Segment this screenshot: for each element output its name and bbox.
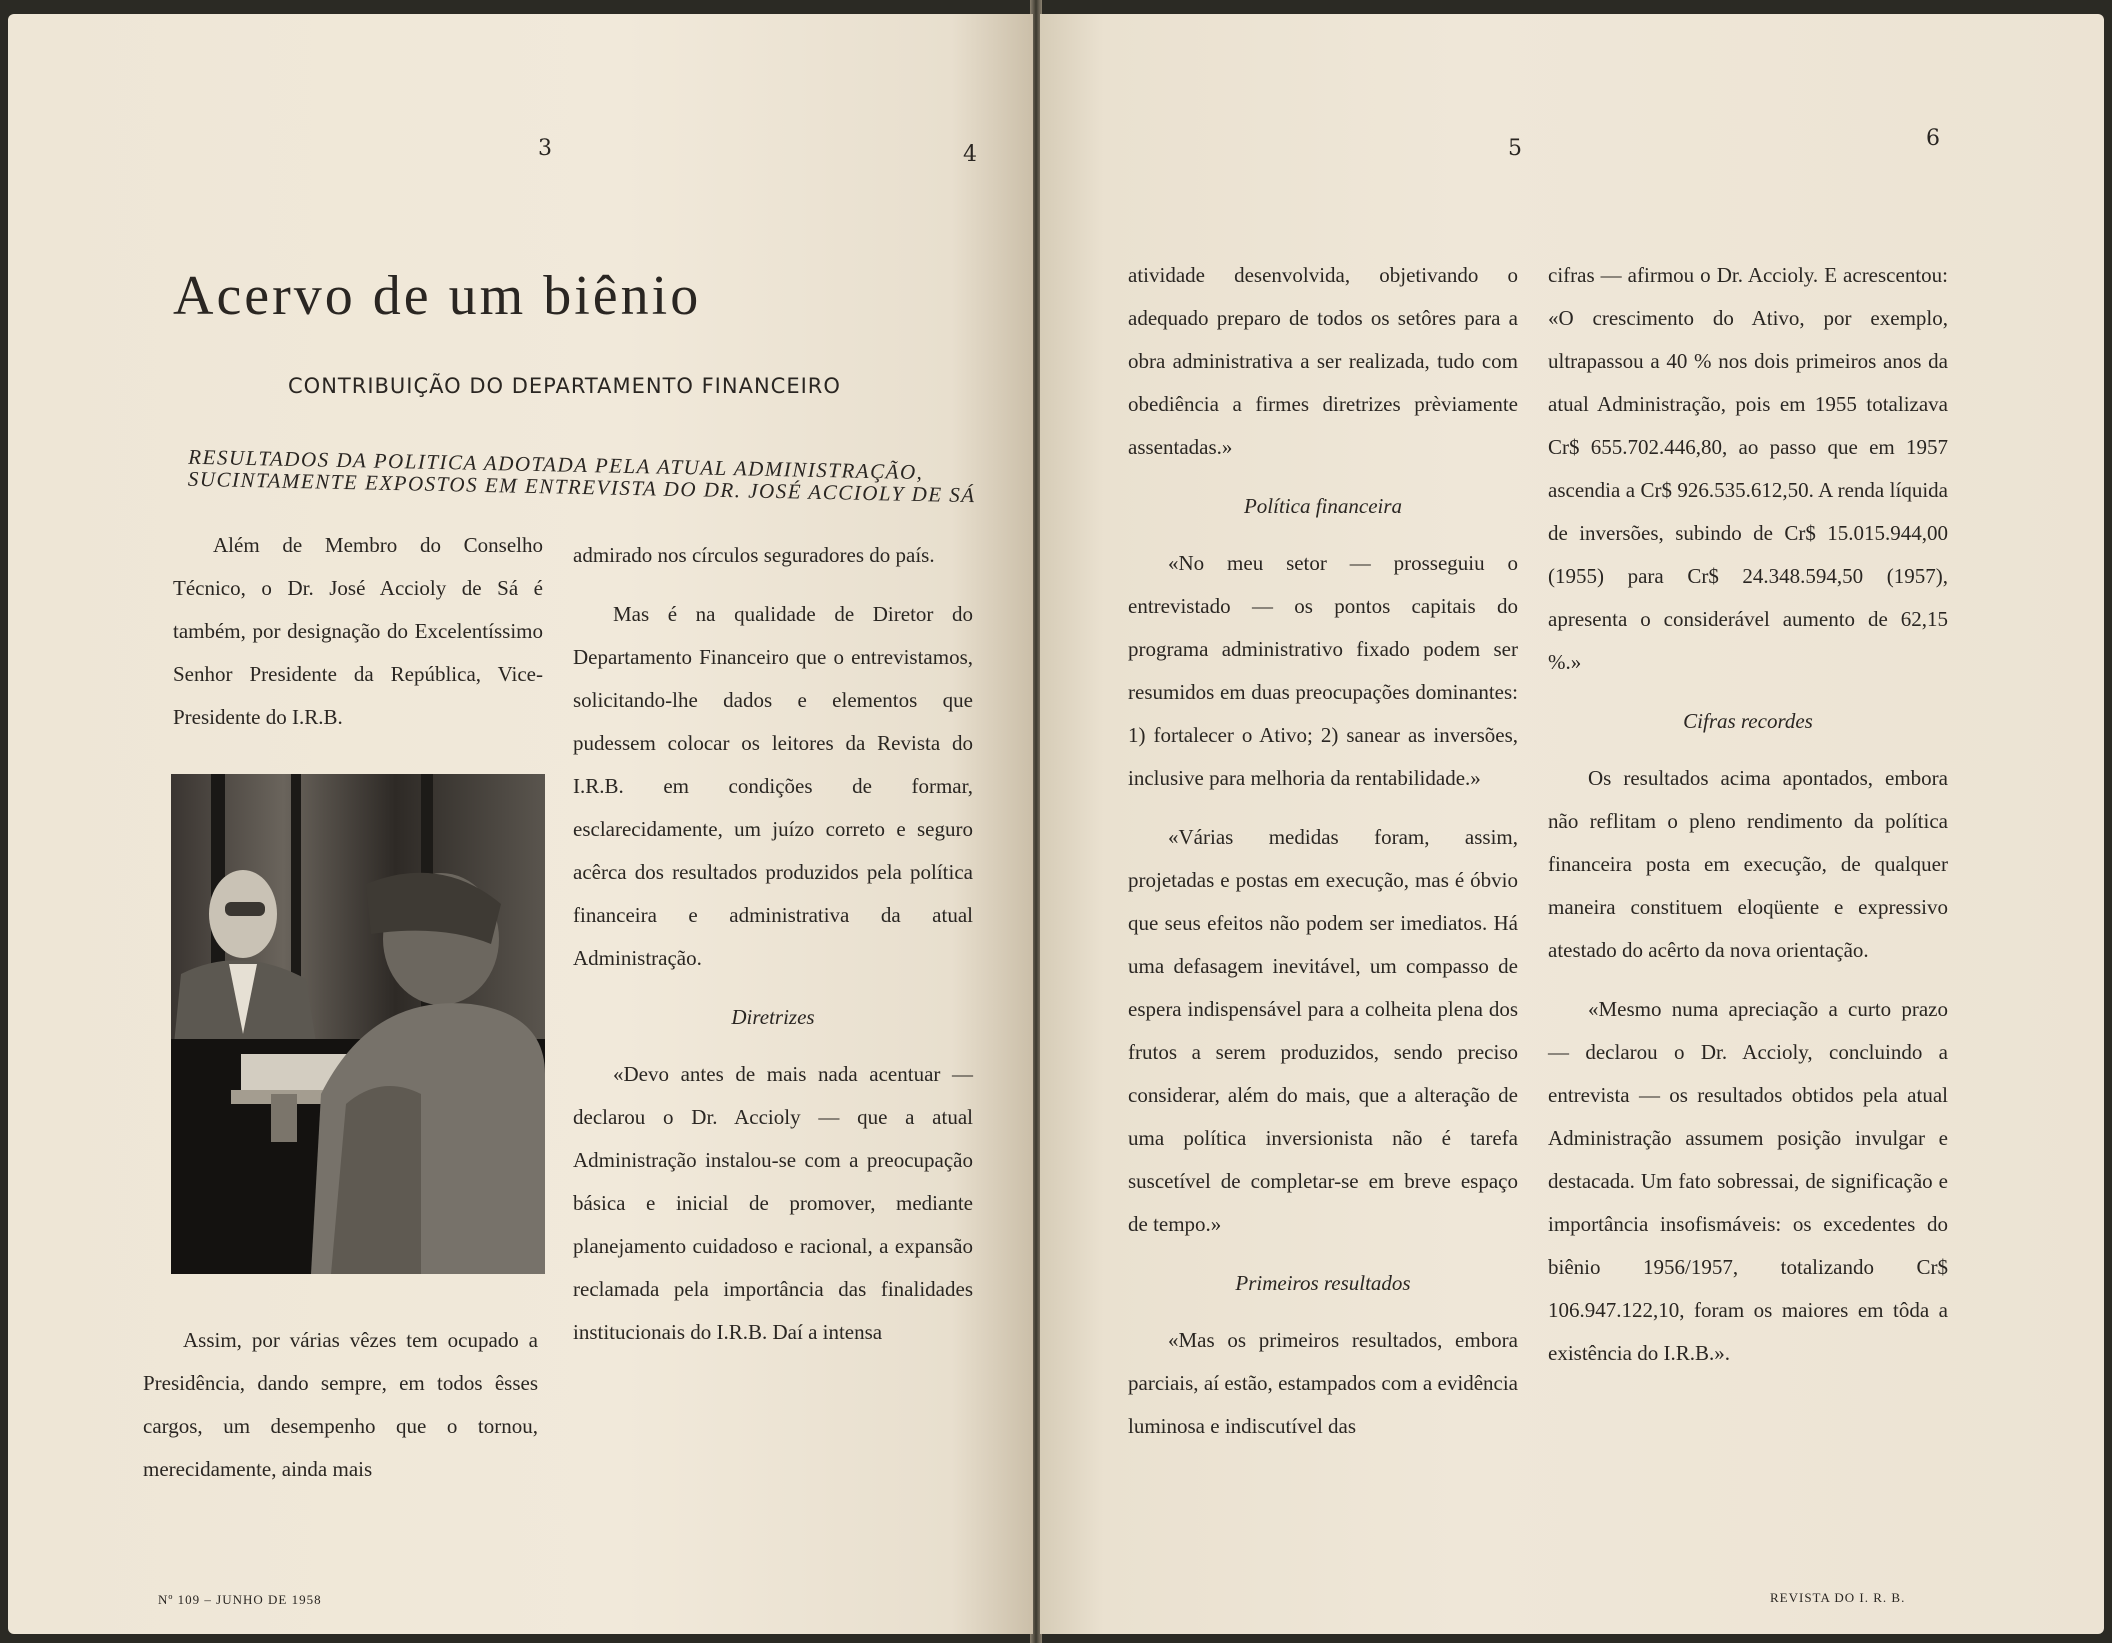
paragraph: «No meu setor — prosseguiu o entrevistado — os pontos capitais do programa administrativo fixado podem ser resumidos em duas preocupações dominantes: 1) fortalecer o Ativo; 2) sanear as inversões, inclusive para melhoria da rentabilidade.» <box>1128 551 1518 790</box>
article-title: Acervo de um biênio <box>173 265 702 327</box>
paragraph: admirado nos círculos seguradores do país. <box>573 543 935 567</box>
paragraph: «Devo antes de mais nada acentuar — declarou o Dr. Accioly — que a atual Administração instalou-se com a preocupação básica e inicial de promover, mediante planejamento cuidadoso e racional, a expansão reclamada pela importância das finalidades institucionais do I.R.B. Daí a intensa <box>573 1062 973 1344</box>
paragraph: atividade desenvolvida, objetivando o adequado preparo de todos os setôres para a obra administrativa a ser realizada, tudo com obediência a firmes diretrizes prèviamente assentadas.» <box>1128 263 1518 459</box>
article-subtitle: CONTRIBUIÇÃO DO DEPARTAMENTO FINANCEIRO <box>288 374 841 398</box>
paragraph: «Mesmo numa apreciação a curto prazo — declarou o Dr. Accioly, concluindo a entrevista — os resultados obtidos pela atual Administração assumem posição invulgar e destacada. Um fato sobressai, de significação e importância insofismáveis: os excedentes do biênio 1956/1957, totalizando Cr$ 106.947.122,10, foram os maiores em tôda a existência do I.R.B.». <box>1548 997 1948 1365</box>
paragraph: Os resultados acima apontados, embora não reflitam o pleno rendimento da política financeira posta em execução, de qualquer maneira constituem eloqüente e expressivo atestado do acêrto da nova orientação. <box>1548 766 1948 962</box>
interview-photo <box>171 774 545 1274</box>
right-page <box>1040 14 2104 1634</box>
paragraph: Mas é na qualidade de Diretor do Departamento Financeiro que o entrevistamos, solicitando-lhe dados e elementos que pudessem colocar os leitores da Revista do I.R.B. em condições de formar, esclarecidamente, um juízo correto e seguro acêrca dos resultados produzidos pela política financeira e administrativa da atual Administração. <box>573 602 973 970</box>
paragraph: «Várias medidas foram, assim, projetadas e postas em execução, mas é óbvio que seus efeitos não podem ser imediatos. Há uma defasagem inevitável, um compasso de espera indispensável para a colheita plena dos frutos a serem produzidos, sendo preciso considerar, além do mais, que a alteração de uma política inversionista não é tarefa suscetível de completar-se em breve espaço de tempo.» <box>1128 825 1518 1236</box>
page-number-3: 3 <box>538 136 552 161</box>
page-number-4: 4 <box>963 142 977 167</box>
section-heading-primeiros-resultados: Primeiros resultados <box>1235 1271 1411 1295</box>
interview-photo-image <box>171 774 545 1274</box>
column-1-continued <box>143 1319 538 1507</box>
footer-issue: Nº 109 – JUNHO DE 1958 <box>158 1592 322 1607</box>
paragraph: cifras — afirmou o Dr. Accioly. E acrescentou: «O crescimento do Ativo, por exemplo, ultrapassou a 40 % nos dois primeiros anos da atual Administração, pois em 1955 totalizava Cr$ 655.702.446,80, ao passo que em 1957 ascendia a Cr$ 926.535.612,50. A renda líquida de inversões, subindo de Cr$ 15.015.944,00 (1955) para Cr$ 24.348.594,50 (1957), apresenta o considerável aumento de 62,15 %.» <box>1548 263 1948 674</box>
left-page <box>8 14 1033 1634</box>
column-4 <box>1548 254 1948 1391</box>
article-lead: RESULTADOS DA POLITICA ADOTADA PELA ATUAL ADMINISTRAÇÃO, SUCINTAMENTE EXPOSTOS EM ENTREVISTA DO DR. JOSÉ ACCIOLY DE SÁ <box>187 444 976 508</box>
paragraph: «Mas os primeiros resultados, embora parciais, aí estão, estampados com a evidência luminosa e indiscutível das <box>1128 1328 1518 1438</box>
section-heading-diretrizes: Diretrizes <box>731 1005 815 1029</box>
page-number-5: 5 <box>1508 136 1522 161</box>
footer-journal: REVISTA DO I. R. B. <box>1770 1590 1906 1605</box>
page-number-6: 6 <box>1926 126 1940 151</box>
column-2 <box>573 534 973 1370</box>
paragraph: Assim, por várias vêzes tem ocupado a Presidência, dando sempre, em todos êsses cargos, um desempenho que o tornou, merecidamente, ainda mais <box>143 1328 538 1481</box>
section-heading-politica-financeira: Política financeira <box>1243 494 1403 518</box>
paragraph: Além de Membro do Conselho Técnico, o Dr. José Accioly de Sá é também, por designação do Excelentíssimo Senhor Presidente da República, Vice-Presidente do I.R.B. <box>173 533 543 729</box>
column-1 <box>173 524 543 755</box>
column-3 <box>1128 254 1518 1464</box>
section-heading-cifras-recordes: Cifras recordes <box>1683 709 1813 733</box>
